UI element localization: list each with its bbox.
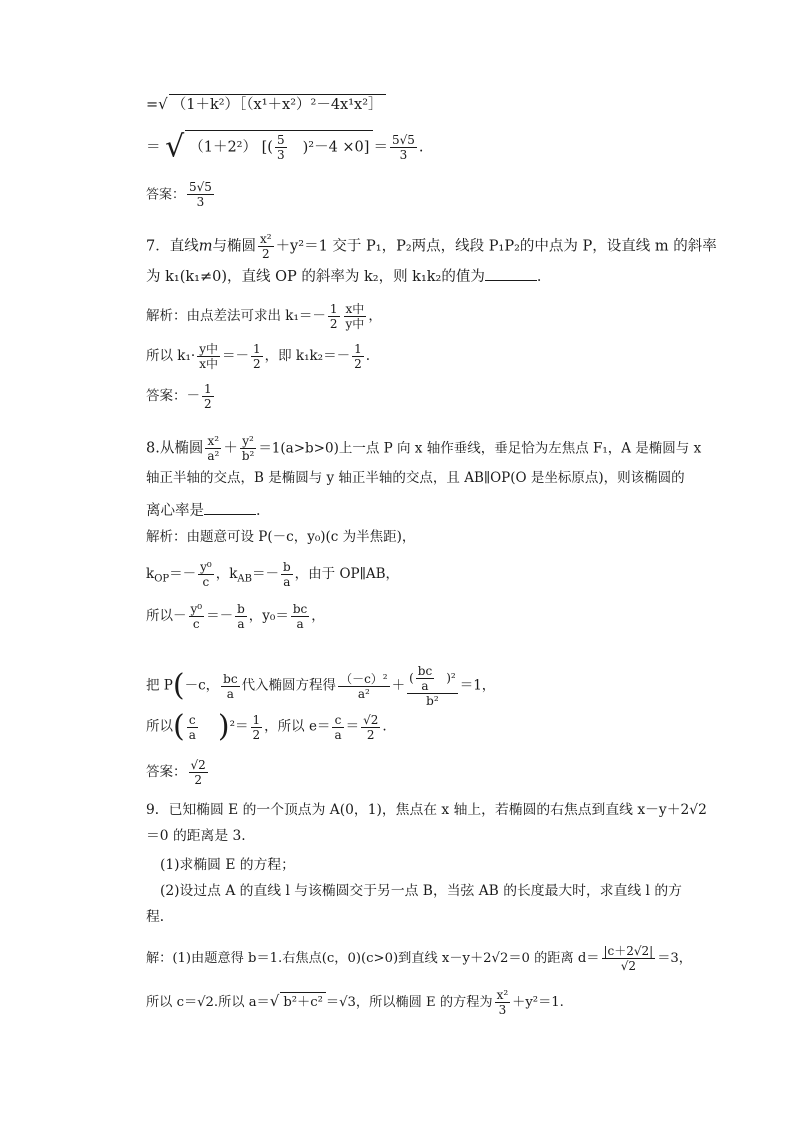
fraction (332, 713, 343, 742)
fraction (495, 988, 511, 1017)
denominator: 2 (252, 727, 261, 742)
numerator: bc (292, 602, 308, 616)
text: ²＝ (229, 718, 249, 735)
text: ＝3， (657, 951, 692, 966)
denominator: 3 (399, 148, 408, 162)
text: 9．已知椭圆 E 的一个顶点为 A(0，1)，焦点在 x 轴上，若椭圆的右焦点到直线 x－y＋2√2 (146, 802, 707, 818)
denominator: b² (426, 694, 439, 708)
answer-blank (204, 500, 256, 515)
radicand: b²＋c² (280, 992, 326, 1013)
text: 为 k₁(k₁≠0)，直线 OP 的斜率为 k₂，则 k₁k₂的值为 (146, 269, 485, 285)
answer-label: 答案：－ (146, 388, 200, 404)
answer-label: 答案： (146, 187, 186, 203)
numerator: 1 (204, 382, 212, 396)
fraction (602, 944, 656, 973)
answer-label: 答案： (146, 764, 187, 780)
fraction (187, 713, 198, 742)
text: ， (311, 608, 325, 624)
q9-line-1 (146, 800, 707, 820)
text: 解：(1)由题意得 b＝1.右焦点(c，0)(c>0)到直线 x－y＋2√2＝0 的距离 d＝ (146, 951, 600, 966)
q8-solution-5 (146, 709, 387, 744)
numerator: 1 (252, 342, 261, 356)
q9-solution-2 (146, 988, 564, 1017)
numerator: √2 (363, 712, 379, 727)
sqrt-sign: √ (158, 95, 168, 113)
text: 所以 c＝√2.所以 a＝ (146, 995, 270, 1010)
fraction (198, 560, 214, 589)
q9-line-2 (146, 826, 246, 846)
q7-solution-2 (146, 342, 370, 371)
text: ，所以 e＝ (264, 718, 331, 735)
answer-6 (146, 180, 216, 209)
radicand-text: （1＋k²）［（x¹＋x²）²－4x¹x²］ (169, 94, 386, 115)
text: ，k (215, 566, 238, 582)
denominator: 2 (366, 727, 375, 742)
fraction (338, 672, 390, 701)
denominator: y中 (345, 317, 365, 331)
calc-line-1 (146, 94, 386, 115)
text: 离心率是 (146, 503, 204, 519)
text: 解析：由点差法可求出 k₁＝－ (146, 308, 326, 324)
denominator: a (188, 727, 196, 742)
denominator: 2 (204, 397, 212, 411)
denominator: a (334, 727, 342, 742)
numerator: |c＋2√2| (603, 944, 654, 958)
numerator: bc (223, 671, 238, 686)
text: ＝ (345, 718, 360, 735)
denominator: a² (357, 686, 370, 701)
fraction (390, 133, 417, 162)
denominator: 2 (252, 357, 261, 371)
fraction (197, 342, 220, 371)
numerator: bc (417, 664, 433, 678)
numerator (407, 664, 458, 694)
q8-line-3 (146, 500, 271, 521)
paren-right: ) (217, 709, 230, 744)
text: . (365, 348, 371, 364)
fraction (407, 664, 458, 708)
paren-right: ) (302, 139, 309, 156)
sqrt-sign: √ (165, 129, 185, 165)
numerator: y⁰ (190, 602, 203, 616)
text: 把 P (146, 677, 173, 694)
text: 代入椭圆方程得 (241, 677, 337, 694)
text: 与椭圆 (212, 238, 256, 255)
q7-line-2 (146, 266, 551, 287)
text: ，y₀＝ (248, 608, 289, 624)
text: ＝－ (206, 608, 234, 624)
q8-solution-2 (146, 560, 399, 590)
numerator: √2 (190, 758, 206, 772)
text: ＋y²＝1 交于 P₁，P₂两点，线段 P₁P₂的中点为 P，设直线 m 的斜率 (275, 238, 717, 255)
text: ＋y²＝1. (512, 995, 564, 1010)
denominator: c (192, 617, 200, 631)
numerator: x² (259, 232, 272, 246)
numerator: c (332, 713, 343, 728)
numerator: x² (205, 434, 221, 449)
text: . (382, 718, 387, 735)
numerator: c (187, 713, 198, 728)
q7-solution-1 (146, 302, 382, 331)
text: (2)设过点 A 的直线 l 与该椭圆交于另一点 B，当弦 AB 的长度最大时，求直线 l 的方 (160, 883, 682, 899)
q8-line-1 (146, 434, 701, 463)
text: ， (368, 308, 382, 324)
numerator: b (237, 602, 245, 616)
fraction (328, 302, 340, 331)
bracket-left: [ (261, 139, 268, 156)
denominator: a² (207, 449, 220, 463)
text: ＋ (223, 440, 238, 457)
paren-right: )² (446, 671, 456, 685)
text: 7．直线 (146, 238, 199, 255)
fraction (361, 713, 380, 742)
q9-part-1 (160, 855, 295, 875)
fraction (189, 758, 208, 787)
denominator: a (421, 679, 429, 693)
text: ＝1(a>b>0)上一点 P 向 x 轴作垂线，垂足恰为左焦点 F₁，A 是椭圆与 x (258, 440, 702, 457)
denominator: 3 (498, 1003, 507, 1017)
text: ＝√3，所以椭圆 E 的方程为 (325, 995, 493, 1010)
numerator: b (282, 560, 291, 574)
numerator: x² (496, 988, 509, 1002)
fraction (189, 602, 205, 631)
text: 解析：由题意可设 P(－c，y₀)(c 为半焦距)， (146, 529, 416, 545)
q7-answer (146, 382, 216, 411)
numerator: 5√5 (391, 133, 415, 147)
denominator: a (283, 575, 291, 589)
fraction (251, 713, 263, 742)
numerator: （－c）² (340, 671, 388, 686)
q8-solution-1 (146, 527, 415, 547)
q8-solution-4 (146, 664, 495, 708)
denominator: 3 (276, 148, 285, 162)
subscript: AB (237, 573, 252, 585)
period: . (418, 139, 424, 156)
denominator: √2 (620, 959, 636, 973)
denominator: 2 (261, 247, 270, 261)
text: 所以 k₁· (146, 348, 196, 364)
numerator: 1 (354, 342, 362, 356)
q8-line-2 (146, 468, 685, 488)
q9-part-2 (160, 881, 682, 901)
fraction (275, 133, 287, 162)
text: ，由于 OP∥AB， (294, 566, 400, 582)
denominator: c (202, 575, 210, 589)
bracket-right: ] (363, 139, 370, 156)
equals-sign: ＝ (146, 139, 161, 156)
denominator: b² (241, 449, 255, 463)
text: ＝－ (221, 348, 249, 364)
text: ＝1， (459, 677, 496, 694)
fraction (251, 342, 263, 371)
denominator: 2 (194, 773, 202, 787)
numerator: y中 (199, 342, 218, 356)
calc-line-2 (146, 130, 424, 164)
radicand-part: ²－4 ×0 (308, 139, 364, 156)
text: 轴正半轴的交点，B 是椭圆与 y 轴正半轴的交点，且 AB∥OP(O 是坐标原点)，则该椭圆的 (146, 470, 685, 486)
equals-sign: = (146, 97, 159, 113)
fraction (352, 342, 364, 371)
fraction (344, 302, 367, 331)
paren-left: ( (409, 671, 414, 685)
fraction (187, 180, 214, 209)
text: (1)求椭圆 E 的方程； (160, 857, 295, 873)
q8-answer (146, 758, 210, 787)
text: m (198, 238, 213, 255)
sqrt-sign: √ (269, 992, 280, 1010)
paren-left: ( (267, 139, 273, 156)
q7-line-1 (146, 232, 717, 261)
paren-left: ( (172, 668, 185, 703)
text: 8.从椭圆 (146, 440, 204, 457)
fraction (235, 602, 247, 631)
paren-left: ( (173, 709, 185, 744)
q9-part-2-cont (146, 907, 174, 927)
numerator: y² (240, 434, 257, 449)
fraction (291, 602, 309, 631)
fraction (221, 672, 239, 701)
text: ． (256, 503, 271, 519)
inner-fraction (416, 664, 434, 693)
text: 所以 (146, 718, 173, 735)
text: ＝－ (169, 566, 197, 582)
text: －c， (184, 677, 220, 694)
equals-sign: ＝ (373, 139, 388, 156)
denominator: a (226, 686, 234, 701)
denominator: 2 (329, 317, 338, 331)
text: ＋ (391, 677, 406, 694)
numerator: 1 (329, 302, 338, 316)
text: ＝0 的距离是 3. (146, 828, 246, 844)
fraction (240, 434, 257, 463)
fraction (258, 232, 274, 261)
denominator: 3 (196, 195, 205, 209)
denominator: a (237, 617, 245, 631)
text: 程． (146, 909, 174, 925)
fraction (281, 560, 293, 589)
numerator: 5 (276, 133, 285, 147)
numerator: x中 (345, 302, 365, 316)
denominator: x中 (199, 357, 218, 371)
q8-solution-3 (146, 602, 325, 631)
numerator: y⁰ (200, 560, 212, 574)
denominator: a (296, 617, 304, 631)
subscript: OP (154, 573, 170, 585)
text: ． (536, 269, 552, 285)
denominator: 2 (354, 357, 362, 371)
radicand-part: （1＋2²） (189, 139, 257, 156)
text: ＝－ (251, 566, 279, 582)
text: k (146, 566, 155, 582)
q9-solution-1 (146, 944, 692, 973)
text: 所以－ (146, 608, 187, 624)
numerator: 1 (252, 712, 261, 727)
radicand (185, 130, 373, 164)
numerator: 5√5 (189, 180, 212, 194)
fraction (202, 382, 214, 411)
text: ，即 k₁k₂＝－ (264, 348, 351, 364)
answer-blank (485, 266, 537, 281)
fraction (205, 434, 221, 463)
